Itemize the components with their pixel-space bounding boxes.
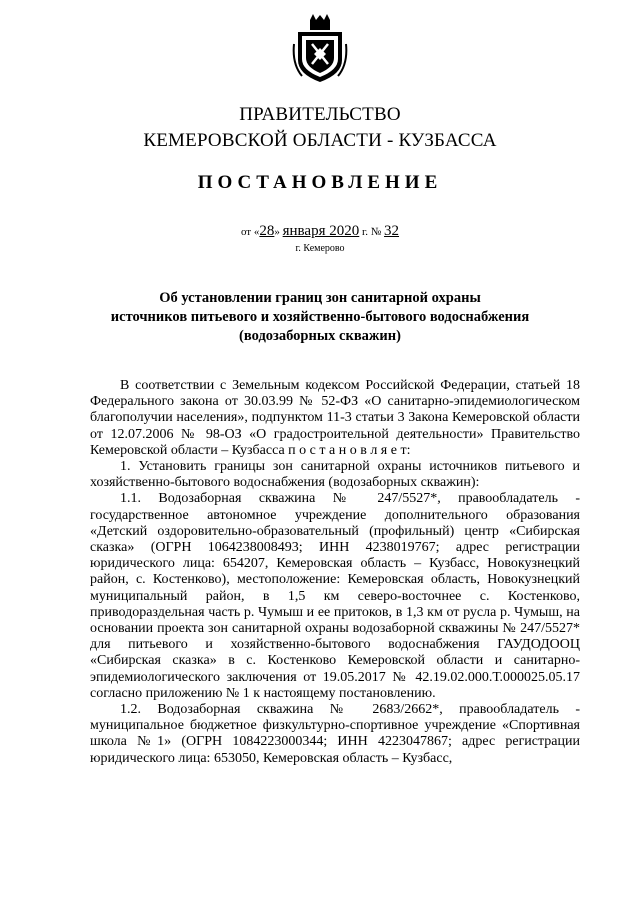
decree-month-year: января 2020 — [282, 223, 360, 239]
decree-day: 28 — [259, 223, 275, 239]
decree-city: г. Кемерово — [295, 243, 345, 254]
coat-of-arms-emblem — [292, 14, 348, 86]
document-type-heading: ПОСТАНОВЛЕНИЕ — [197, 172, 443, 193]
body-paragraph-item-1-2: 1.2. Водозаборная скважина № 2683/2662*, правообладатель - муниципальное бюджетное физкультурно-спортивное учреждение «Спортивная школа №1» (ОГРН 1084223000344; ИНН 4223047867; адрес регистрации юридического лица: 653050, Кемеровская область – Кузбасс, — [90, 702, 580, 766]
decree-body — [90, 378, 580, 767]
body-paragraph-item-1: 1. Установить границы зон санитарной охраны источников питьевого и хозяйственно-бытового водоснабжения (водозаборных скважин): — [90, 459, 580, 491]
decree-title-line2: источников питьевого и хозяйственно-бытового водоснабжения — [110, 309, 530, 325]
decree-number: 32 — [384, 223, 400, 239]
government-title-line1: ПРАВИТЕЛЬСТВО — [239, 104, 401, 125]
body-paragraph-preamble: В соответствии с Земельным кодексом Российской Федерации, статьей 18 Федерального закона от 30.03.99 № 52-ФЗ «О санитарно-эпидемиологическом благополучии населения», подпунктом 11-3 статьи 3 Закона Кемеровской области от 12.07.2006 № 98-ОЗ «О градостроительной деятельности» Правительство Кемеровской области – Кузбасса п о с т а н о в л я е т: — [90, 378, 580, 458]
decree-title — [110, 289, 530, 346]
body-paragraph-item-1-1: 1.1. Водозаборная скважина № 247/5527*, правообладатель - государственное автономное учреждение дополнительного образования «Детский оздоровительно-образовательный (профильный) центр «Сибирская сказка» (ОГРН 1064238008493; ИНН 4238019767; адрес регистрации юридического лица: 654207, Кемеровская область – Кузбасс, Новокузнецкий район, с. Костенково), местоположение: Кемеровская область, Новокузнецкий муниципальный район, в 1,5 км северо-восточнее с. Костенково, приводораздельная часть р. Чумыш и ее притоков, в 1,3 км от русла р. Чумыш, на основании проекта зон санитарной охраны водозаборной скважины № 247/5527* для питьевого и хозяйственно-бытового водоснабжения ГАУДОДООЦ «Сибирская сказка» в с. Костенково Кемеровской области и санитарно-эпидемиологического заключения от 19.05.2017 № 42.19.02.000.Т.000025.05.17 согласно приложению № 1 к настоящему постановлению. — [90, 491, 580, 701]
decree-title-line1: Об установлении границ зон санитарной охраны — [159, 290, 481, 306]
date-prefix: от « — [240, 226, 260, 238]
government-title-line2: КЕМЕРОВСКОЙ ОБЛАСТИ - КУЗБАССА — [143, 130, 497, 151]
decree-title-line3: (водозаборных скважин) — [239, 328, 401, 344]
decree-dateline: от «28» января 2020 г. № 32 — [240, 223, 400, 239]
